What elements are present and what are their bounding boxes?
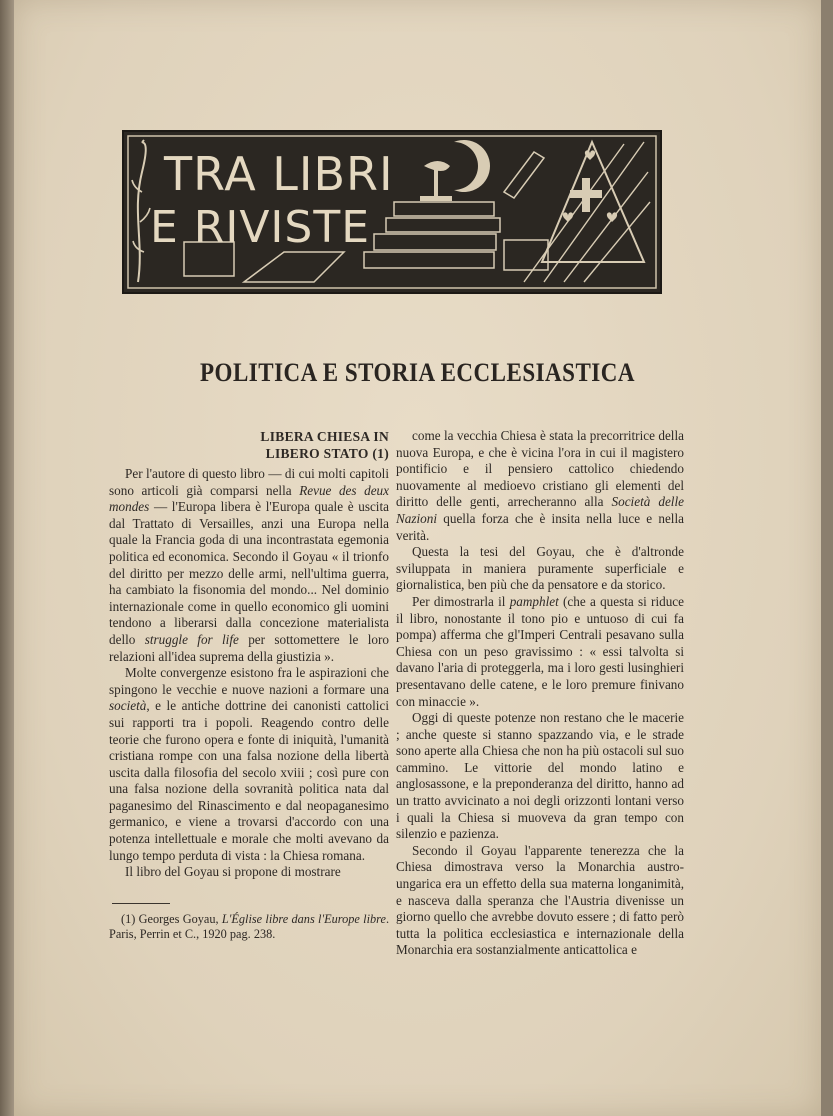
text-run: Per dimostrarla il [412, 593, 510, 609]
right-column-body [396, 428, 684, 959]
text-run: (1) Georges Goyau, [121, 911, 222, 926]
text-run: Secondo il Goyau l'apparente tenerezza che la Chiesa dimostrava verso la Monarchia austro-ungarica era un effetto della sua materna longanimità, e nasceva dalla speranza che l'Austria divenisse un giorno quello che avrebbe dovuto essere ; di fatto però tutta la politica ecclesiastica e internazionale della Monarchia era sostanzialmente anticattolica e [396, 842, 684, 958]
paragraph [109, 864, 389, 881]
italic-text-run: Società delle Nazioni [396, 494, 684, 526]
banner-title-line1: TRA LIBRI [164, 147, 394, 201]
text-run: , e le antiche dottrine dei canonisti cattolici sui rapporti tra i popoli. Reagendo contro delle teorie che furono opera e fonte di iniquità, l'umanità cristiana rompe con una falsa nozione della libertà uscita dalla filosofia del secolo xviii ; così pure con una falsa nozione della sovranità politica nata dal paganesimo del Rinascimento e dal neopaganesimo germanico, e viene a trovarsi d'accordo con una potenza intellettuale e morale che molti avevano da lungo tempo perduta di vista : la Chiesa romana. [109, 698, 389, 863]
article-heading-line1: LIBERA CHIESA IN [260, 429, 389, 444]
banner-illustration [124, 132, 660, 292]
text-run: (che a questa si riduce il libro, nonostante il tono pio e untuoso di cui fa pompa) afferma che gl'Imperi Centrali pesavano sulla Chiesa con un peso gravissimo : « essi talvolta si davano l'aria di proteggerla, ma i loro gesti lusinghieri presentavano delle catene, e le loro premure finivano con minaccie ». [396, 593, 684, 709]
paragraph [396, 710, 684, 843]
section-banner-woodcut [122, 130, 662, 294]
paragraph [396, 594, 684, 710]
text-run: Il libro del Goyau si propone di mostrare [125, 864, 341, 880]
text-run: quella forza che è insita nella luce e nella verità. [396, 510, 684, 543]
paragraph [396, 428, 684, 544]
left-column [109, 428, 389, 943]
banner-title-line2: E RIVISTE [150, 202, 371, 253]
footnote-reference: (1) [372, 446, 389, 461]
paragraph [396, 843, 684, 959]
italic-text-run: società [109, 698, 147, 714]
article-heading-line2: LIBERO STATO [265, 446, 369, 461]
text-run: Oggi di queste potenze non restano che le macerie ; anche queste si stanno spazzando via, e le strade sono aperte alla Chiesa che non ha più ostacoli sul suo cammino. Le vittorie del mondo latino e anglosassone, e la preponderanza del diritto, hanno ad un tratto avvicinato a noi degli orizzonti lontani verso i quali la Chiesa si muoveva da gran tempo con silenzio e pazienza. [396, 710, 684, 842]
footnote [109, 912, 389, 943]
footnote-rule [112, 903, 170, 904]
text-run: Per l'autore di questo libro — di cui molti capitoli sono articoli già comparsi nella [109, 466, 389, 498]
book-spine-edge [0, 0, 14, 1116]
paragraph [109, 466, 389, 665]
italic-text-run: Revue des deux mondes [109, 482, 390, 515]
right-column [396, 428, 684, 959]
paragraph [396, 544, 684, 594]
section-title: POLITICA E STORIA ECCLESIASTICA [200, 358, 635, 387]
italic-text-run: L'Église libre dans l'Europe libre [221, 911, 386, 926]
text-run: come la vecchia Chiesa è stata la precorritrice della nuova Europa, e che è vicina l'ora in cui il magistero pontificio e il pensiero cattolico chiedendo nuovamente al medioevo cristiano gli elementi del diritto delle genti, arrecheranno alla [396, 428, 684, 510]
page [14, 0, 821, 1116]
italic-text-run: pamphlet [509, 593, 559, 609]
text-run: Molte convergenze esistono fra le aspirazioni che spingono le vecchie e nuove nazioni a formare una [109, 665, 389, 697]
text-run: — l'Europa libera è l'Europa quale è uscita dal Trattato di Versailles, anzi una Europa nella quale la Francia goda di una incontrastata egemonia politica ed economica. Secondo il Goyau « il trionfo del diritto per mezzo delle armi, nell'ultima guerra, ha cambiato la fisonomia del mondo... Nel dominio internazionale come in quello economico gli uomini tendono a liberarsi dalla concezione materialista dello [109, 499, 389, 647]
paragraph [109, 665, 389, 864]
italic-text-run: struggle for life [144, 631, 239, 647]
text-run: per sottomettere le loro relazioni all'idea suprema della giustizia ». [109, 631, 389, 664]
text-run: Questa la tesi del Goyau, che è d'altronde sviluppata in maniera puramente superficiale e giornalistica, ben più che da pensatore e da storico. [396, 544, 684, 593]
article-heading [109, 428, 389, 462]
text-run: . Paris, Perrin et C., 1920 pag. 238. [109, 911, 390, 942]
left-column-body [109, 466, 389, 881]
